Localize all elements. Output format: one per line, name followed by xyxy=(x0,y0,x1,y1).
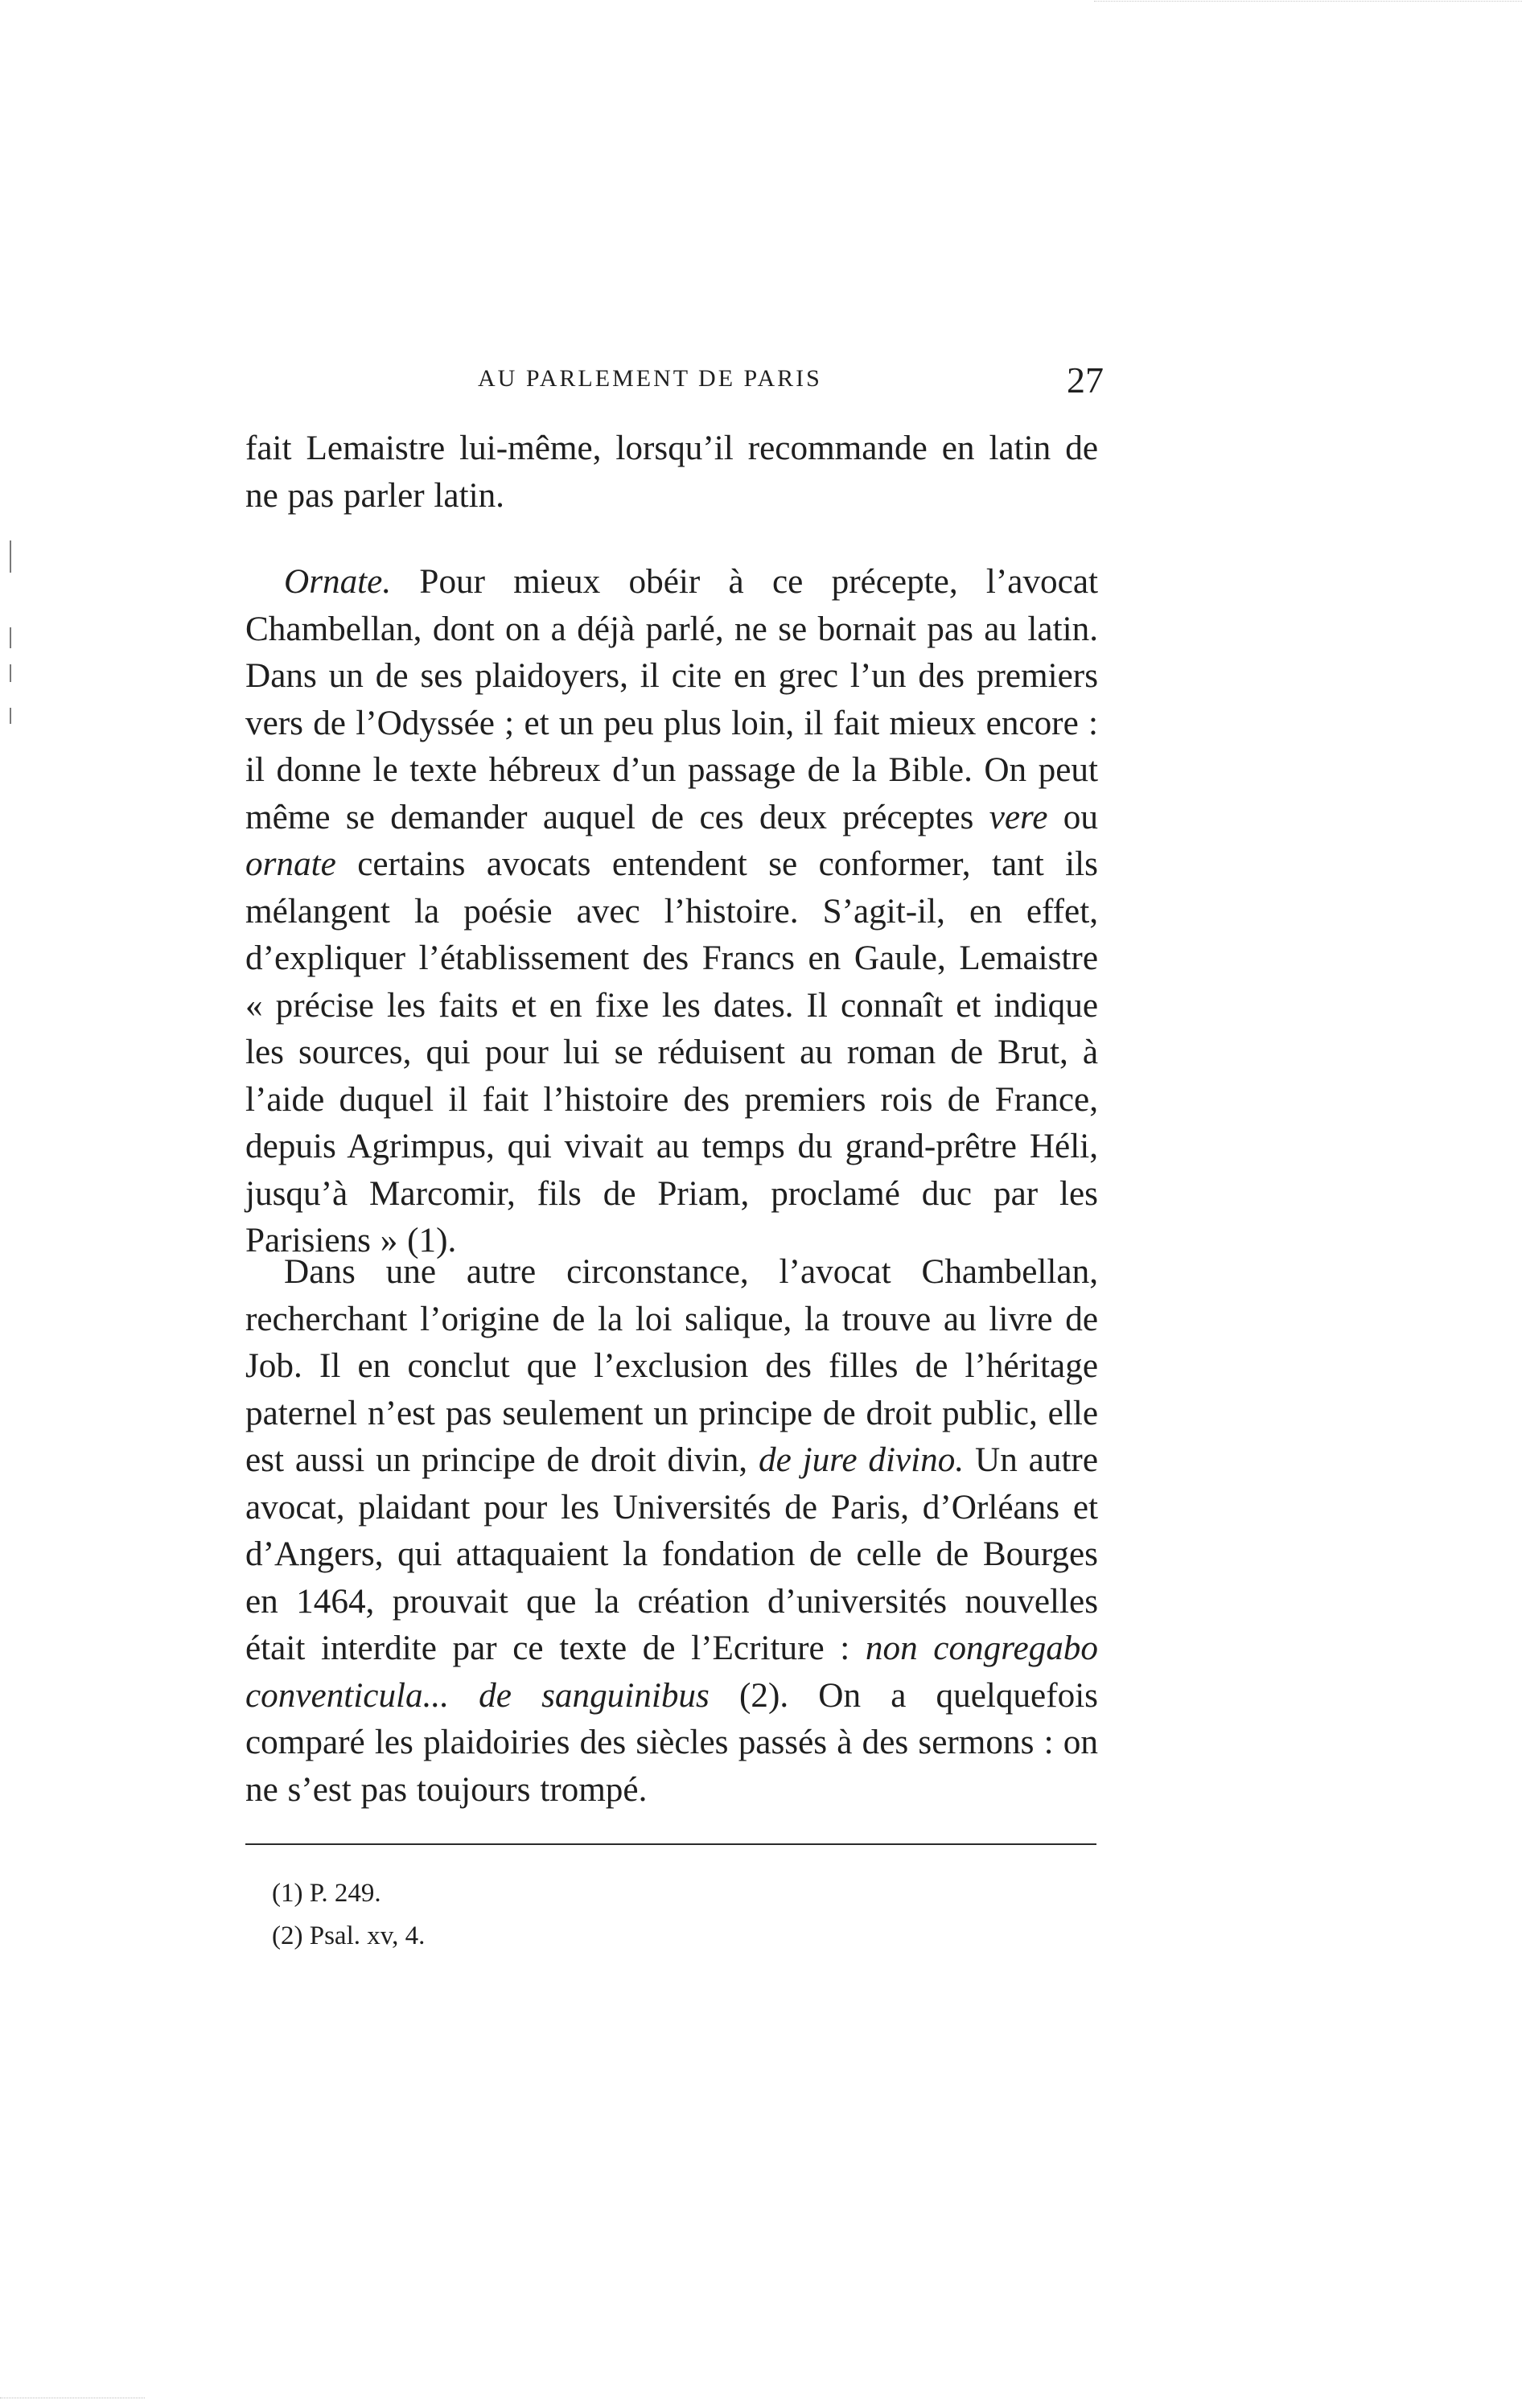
margin-mark xyxy=(10,540,11,573)
italic-text-run: ornate xyxy=(245,845,336,883)
text-run: Dans une autre circonstance, l’avocat Chambellan, recherchant l’origine de la loi salique, la trouve au livre de Job. Il en conclut que l’exclusion des filles de l’héritage paternel n’est pas seulement un principe de droit public, elle est aussi un principe de droit divin, xyxy=(245,1253,1098,1479)
paragraph xyxy=(245,1249,1098,1814)
paragraph-text xyxy=(245,559,1098,1265)
footnote: (2) Psal. xv, 4. xyxy=(272,1921,426,1950)
page-number: 27 xyxy=(1067,360,1104,401)
italic-text-run: non congregabo conventicula... de sanguinibus xyxy=(245,1629,1098,1715)
paragraph-text xyxy=(245,425,1098,520)
footnote-separator xyxy=(245,1843,1096,1845)
running-title: AU PARLEMENT DE PARIS xyxy=(478,365,822,392)
text-run: fait Lemaistre lui-même, lorsqu’il recommande en latin de ne pas parler latin. xyxy=(245,429,1098,515)
margin-mark xyxy=(10,708,11,724)
paragraph-text xyxy=(245,1249,1098,1814)
margin-mark xyxy=(10,664,11,682)
italic-text-run: vere xyxy=(989,798,1048,836)
text-run: Pour mieux obéir à ce précepte, l’avocat Chambellan, dont on a déjà parlé, ne se bornait pas au latin. Dans un de ses plaidoyers, il cite en grec l’un des premiers vers de l’Odyssée ; et un peu plus loin, il fait mieux encore : il donne le texte hébreux d’un passage de la Bible. On peut même se demander auquel de ces deux préceptes xyxy=(245,563,1098,836)
text-run: Un autre avocat, plaidant pour les Universités de Paris, d’Orléans et d’Angers, qui attaquaient la fondation de celle de Bourges en 1464, prouvait que la création d’universités nouvelles était interdite par ce texte de l’Ecriture : xyxy=(245,1441,1098,1667)
margin-mark xyxy=(10,627,11,648)
italic-text-run: Ornate. xyxy=(284,563,392,601)
paragraph xyxy=(245,425,1098,520)
text-run: (2). On a quelquefois comparé les plaidoiries des siècles passés à des sermons : on ne s’est pas toujours trompé. xyxy=(245,1676,1098,1809)
paragraph xyxy=(245,559,1098,1265)
italic-text-run: de jure divino. xyxy=(758,1441,965,1479)
footnote: (1) P. 249. xyxy=(272,1879,381,1908)
footnotes xyxy=(272,1872,425,1958)
text-run: ou xyxy=(1047,798,1098,836)
scan-edge-line xyxy=(1094,1,1522,2)
text-run: certains avocats entendent se conformer, tant ils mélangent la poésie avec l’histoire. S’agit-il, en effet, d’expliquer l’établissement des Francs en Gaule, Lemaistre « précise les faits et en fixe les dates. Il connaît et indique les sources, qui pour lui se réduisent au roman de Brut, à l’aide duquel il fait l’histoire des premiers rois de France, depuis Agrimpus, qui vivait au temps du grand-prêtre Héli, jusqu’à Marcomir, fils de Priam, proclamé duc par les Parisiens » (1). xyxy=(245,845,1098,1259)
